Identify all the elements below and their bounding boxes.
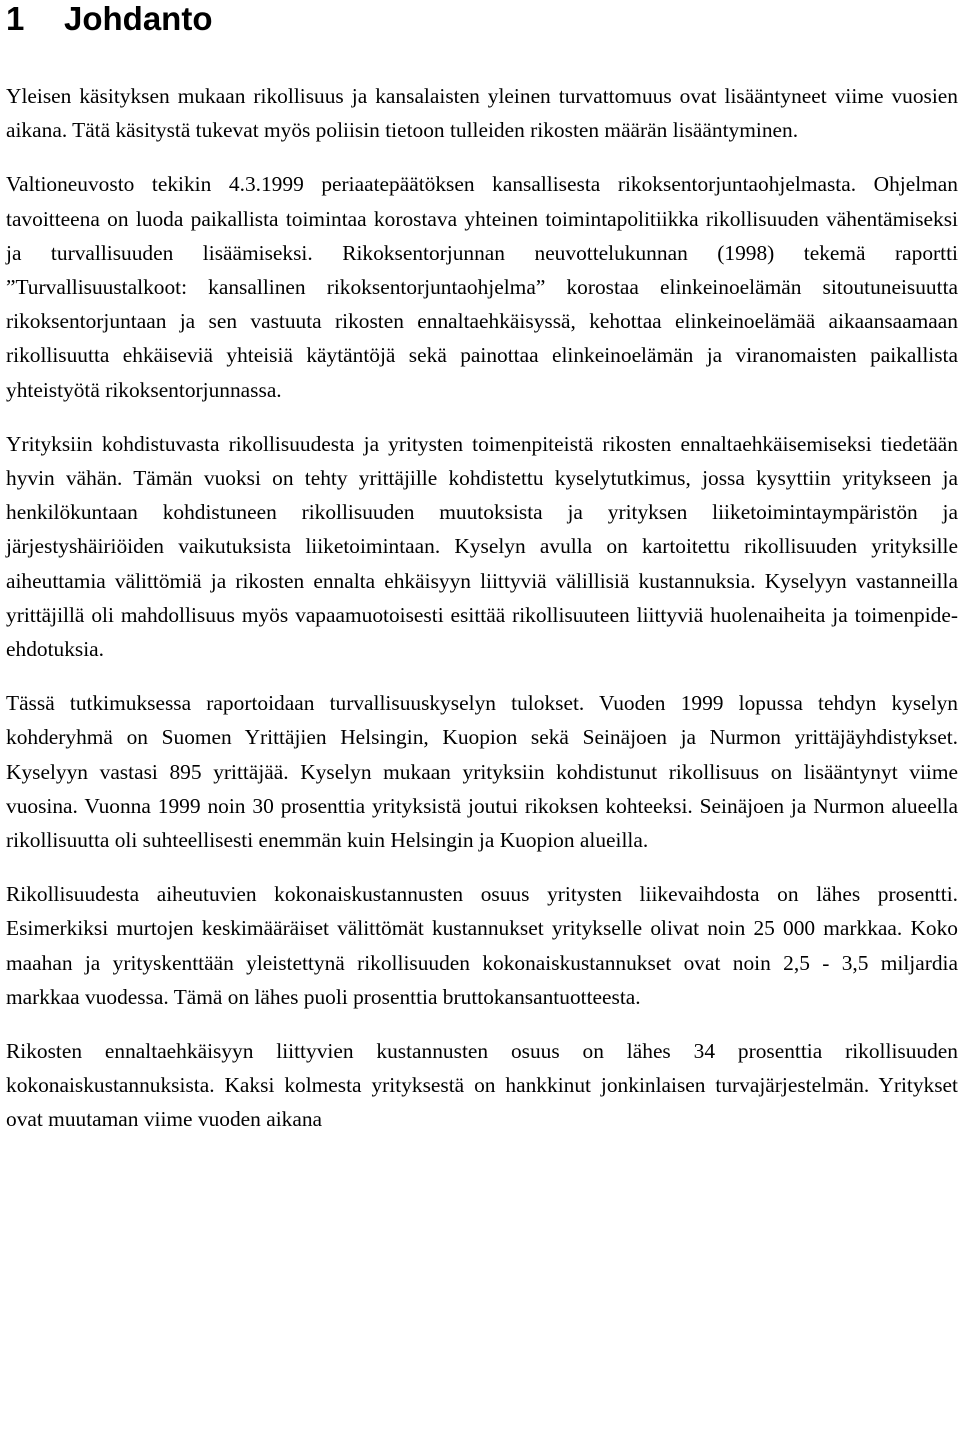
paragraph-5: Rikollisuudesta aiheutuvien kokonaiskustannusten osuus yritysten liikevaihdosta on lähes prosentti. Esimerkiksi murtojen keskimääräiset välittömät kustannukset yritykselle olivat noin 25 000 markkaa. Koko maahan ja yrityskenttään yleistettynä rikollisuuden kokonaiskustannukset ovat noin 2,5 - 3,5 miljardia markkaa vuodessa. Tämä on lähes puoli prosenttia bruttokansantuotteesta.	[6, 882, 958, 1009]
paragraph-3: Yrityksiin kohdistuvasta rikollisuudesta ja yritysten toimenpiteistä rikosten ennaltaehkäisemiseksi tiedetään hyvin vähän. Tämän vuoksi on tehty yrittäjille kohdistettu kyselytutkimus, jossa kysyttiin yritykseen ja henkilökuntaan kohdistuneen rikollisuuden muutoksista ja yrityksen liiketoimintaympäristön ja järjestyshäiriöiden vaikutuksista liiketoimintaan. Kyselyn avulla on kartoitettu rikollisuuden yrityksille aiheuttamia välittömiä ja rikosten ennalta ehkäisyyn liittyviä välillisiä kustannuksia. Kyselyyn vastanneilla yrittäjillä oli mahdollisuus myös vapaamuotoisesti esittää rikollisuuteen liittyviä huolenaiheita ja toimenpide-ehdotuksia.	[6, 431, 958, 662]
chapter-title: Johdanto	[64, 0, 213, 37]
chapter-heading	[6, 0, 958, 38]
chapter-number: 1	[6, 0, 25, 37]
paragraph-1: Yleisen käsityksen mukaan rikollisuus ja kansalaisten yleinen turvattomuus ovat lisääntyneet viime vuosien aikana. Tätä käsitystä tukevat myös poliisin tietoon tulleiden rikosten määrän lisääntyminen.	[6, 84, 958, 143]
document-page	[6, 0, 958, 1137]
paragraph-6: Rikosten ennaltaehkäisyyn liittyvien kustannusten osuus on lähes 34 prosenttia rikollisuuden kokonaiskustannuksista. Kaksi kolmesta yrityksestä on hankkinut jonkinlaisen turvajärjestelmän. Yritykset ovat muutaman viime vuoden aikana	[6, 1039, 958, 1132]
paragraph-2: Valtioneuvosto tekikin 4.3.1999 periaatepäätöksen kansallisesta rikoksentorjuntaohjelmasta. Ohjelman tavoitteena on luoda paikallista toimintaa korostava yhteinen toimintapolitiikka rikollisuuden vähentämiseksi ja turvallisuuden lisäämiseksi. Rikoksentorjunnan neuvottelukunnan (1998) tekemä raportti ”Turvallisuustalkoot: kansallinen rikoksentorjuntaohjelma” korostaa elinkeinoelämän sitoutuneisuutta rikoksentorjuntaan ja sen vastuuta rikosten ennaltaehkäisyssä, kehottaa elinkeinoelämää aikaansaamaan rikollisuutta ehkäiseviä yhteisiä käytäntöjä sekä painottaa elinkeinoelämän ja viranomaisten paikallista yhteistyötä rikoksentorjunnassa.	[6, 172, 958, 402]
paragraph-4: Tässä tutkimuksessa raportoidaan turvallisuuskyselyn tulokset. Vuoden 1999 lopussa tehdyn kyselyn kohderyhmä on Suomen Yrittäjien Helsingin, Kuopion sekä Seinäjoen ja Nurmon yrittäjäyhdistykset. Kyselyyn vastasi 895 yrittäjää. Kyselyn mukaan yrityksiin kohdistunut rikollisuus on lisääntynyt viime vuosina. Vuonna 1999 noin 30 prosenttia yrityksistä joutui rikoksen kohteeksi. Seinäjoen ja Nurmon alueella rikollisuutta oli suhteellisesti enemmän kuin Helsingin ja Kuopion alueilla.	[6, 691, 958, 853]
